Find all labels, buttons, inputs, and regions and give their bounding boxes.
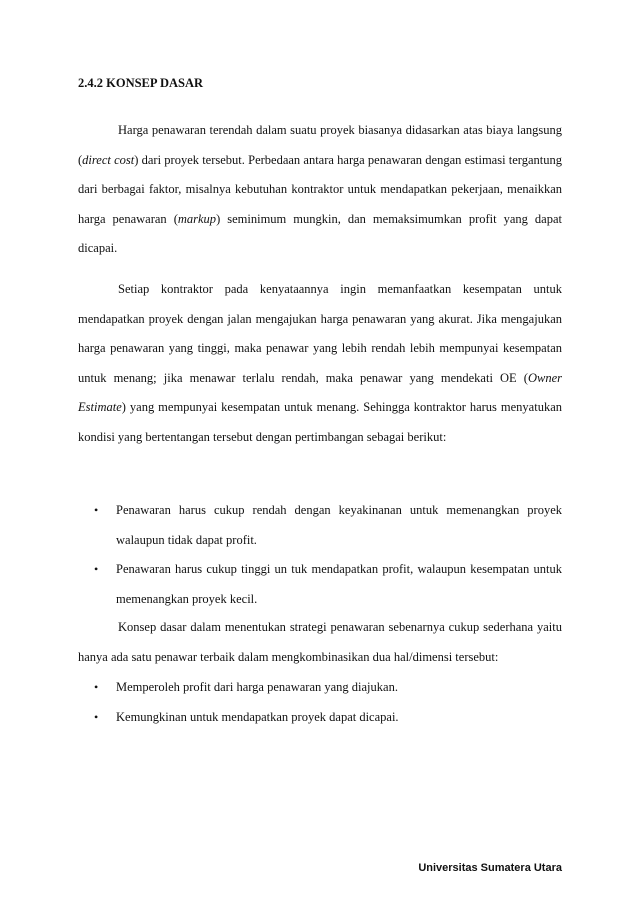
paragraph-1 (78, 116, 562, 264)
bullet-icon: • (94, 503, 99, 517)
list-item-text: Memperoleh profit dari harga penawaran yang diajukan. (116, 680, 398, 694)
list-item (78, 496, 562, 555)
paragraph-1-italic-markup: markup (177, 211, 217, 226)
paragraph-1-text-c: ) seminimum mungkin, dan memaksimumkan profit yang dapat dicapai. (78, 211, 562, 255)
paragraph-2 (78, 275, 562, 452)
bullet-icon: • (94, 562, 99, 576)
bullet-list-2 (78, 673, 562, 732)
paragraph-2-text-a: Setiap kontraktor pada kenyataannya ingin memanfaatkan kesempatan untuk mendapatkan proyek dengan jalan mengajukan harga penawaran yang akurat. Jika mengajukan harga penawaran yang tinggi, maka penawar yang lebih rendah lebih mempunyai kesempatan untuk menang; jika menawar terlalu rendah, maka penawar yang mendekati OE ( (78, 282, 562, 385)
paragraph-3: Konsep dasar dalam menentukan strategi penawaran sebenarnya cukup sederhana yaitu hanya ada satu penawar terbaik dalam mengkombinasikan dua hal/dimensi tersebut: (78, 620, 562, 664)
list-item-text: Penawaran harus cukup tinggi un tuk mendapatkan profit, walaupun kesempatan untuk memenangkan proyek kecil. (116, 562, 562, 606)
paragraph-1-text-a: Harga penawaran terendah dalam suatu proyek biasanya didasarkan atas biaya langsung ( (78, 123, 562, 167)
list-item (78, 703, 562, 733)
list-item-text: Kemungkinan untuk mendapatkan proyek dapat dicapai. (116, 709, 399, 724)
paragraph-2-italic-owner-estimate: Owner Estimate (78, 370, 562, 414)
paragraph-1-italic-direct-cost: direct cost (82, 152, 135, 167)
paragraph-1-text-b: ) dari proyek tersebut. Perbedaan antara harga penawaran dengan estimasi tergantung dari berbagai faktor, misalnya kebutuhan kontraktor untuk mendapatkan pekerjaan, menaikkan harga penawaran ( (78, 152, 563, 226)
bullet-list-1 (78, 496, 562, 614)
footer-university: Universitas Sumatera Utara (418, 862, 562, 874)
list-item-text: Penawaran harus cukup rendah dengan keyakinanan untuk memenangkan proyek walaupun tidak dapat profit. (116, 503, 562, 547)
paragraph-2-text-b: ) yang mempunyai kesempatan untuk menang. Sehingga kontraktor harus menyatukan kondisi yang bertentangan tersebut dengan pertimbangan sebagai berikut: (78, 400, 562, 444)
bullet-icon: • (94, 709, 99, 724)
list-item (78, 673, 562, 703)
bullet-icon: • (94, 680, 99, 694)
section-heading: 2.4.2 KONSEP DASAR (78, 76, 204, 90)
list-item (78, 555, 562, 614)
